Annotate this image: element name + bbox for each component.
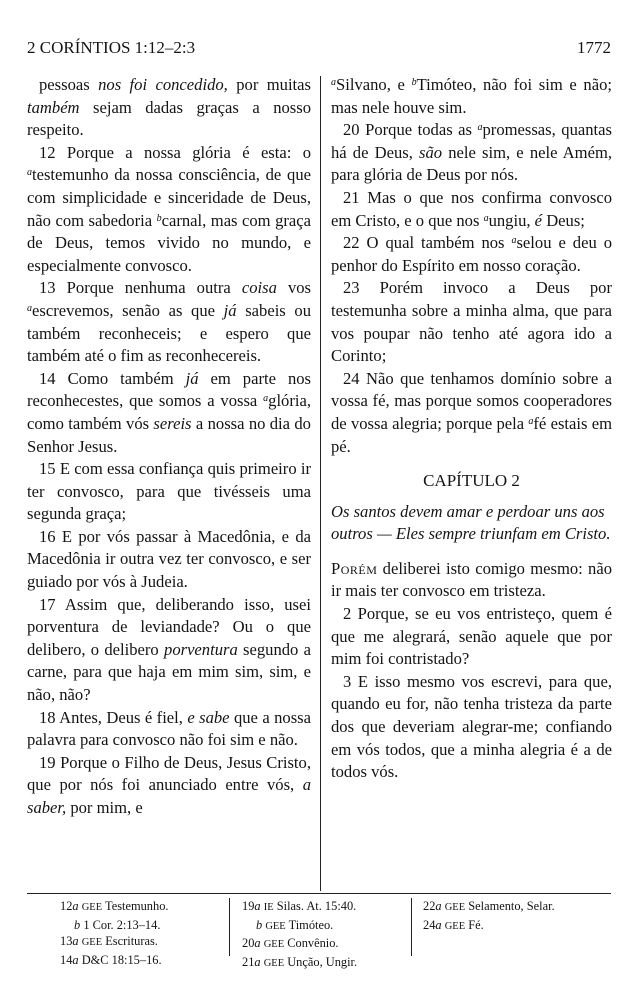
verse-paragraph: 24 Não que tenhamos domínio sobre a vossa fé, mas porque somos cooperadores de vossa alegria; porque pela $^a$fé estais em pé. <box>331 368 612 456</box>
footnote-marker: b <box>156 212 162 224</box>
footnote-marker: a <box>477 122 483 134</box>
footnote-column-divider <box>229 898 230 956</box>
footnote-marker: a <box>528 415 534 427</box>
footnote-ref: 19a <box>242 899 261 913</box>
italic-text: a saber, <box>27 775 311 817</box>
verse-paragraph: 22 O qual também nos $^a$selou e deu o penhor do Espírito em nosso coração. <box>331 233 612 275</box>
verse-paragraph: 16 E por vós passar à Macedônia, e da Macedônia ir outra vez ter convosco, e ser guiado por vós à Judeia. <box>27 526 311 592</box>
footnotes-column-3 <box>423 898 555 935</box>
italic-text: já <box>185 368 199 388</box>
verse-paragraph: 17 Assim que, deliberando isso, usei porventura de leviandade? Ou o que delibero, o delibero porventura segundo a carne, para que haja em mim sim, sim, e não, não? <box>27 594 311 705</box>
right-column <box>331 74 612 784</box>
footnote-text: D&C 18:15–16. <box>81 952 162 967</box>
chapter-verses <box>331 558 612 784</box>
footnote-entry <box>423 917 555 936</box>
small-caps-text: Porém <box>331 558 378 578</box>
verse-paragraph: $^a$Silvano, e $^b$Timóteo, não foi sim e não; mas nele houve sim. <box>331 75 612 117</box>
italic-text: já <box>223 300 237 320</box>
footnote-ref: b <box>256 917 263 932</box>
footnote-ref: 21a <box>242 954 261 969</box>
verse-paragraph: 2 Porque, se eu vos entristeço, quem é que me alegrará, senão aquele que por mim foi contristado? <box>331 604 612 669</box>
verse-paragraph: 14 Como também já em parte nos reconhecestes, que somos a vossa $^a$glória, como também vós sereis a nossa no dia do Senhor Jesus. <box>27 368 312 456</box>
footnote-source: IE <box>263 902 274 913</box>
footnote-marker: a <box>331 77 336 88</box>
footnote-source: GEE <box>444 902 466 913</box>
footnote-source: GEE <box>263 957 285 969</box>
footnote-source: GEE <box>265 920 286 932</box>
italic-text: nos foi concedido, <box>98 75 228 94</box>
footnote-ref: b <box>74 917 81 932</box>
footnote-ref: 14a <box>60 952 79 967</box>
footnote-marker: a <box>263 393 269 405</box>
chapter-heading: CAPÍTULO 2 <box>423 471 520 491</box>
footnote-source: GEE <box>263 939 285 951</box>
footnote-source: GEE <box>81 902 103 913</box>
footnote-text: 1 Cor. 2:13–14. <box>83 917 161 932</box>
left-column <box>27 74 311 820</box>
footnote-text: Selamento, Selar. <box>468 899 555 913</box>
footnote-marker: a <box>511 235 517 247</box>
footnote-ref: 13a <box>60 934 79 949</box>
footnote-entry <box>242 935 357 954</box>
footnote-ref: 20a <box>242 936 261 951</box>
page-number: 1772 <box>577 38 611 57</box>
italic-text: também <box>27 97 80 117</box>
footnote-text: Escrituras. <box>105 934 158 949</box>
footnote-text: Unção, Ungir. <box>287 954 358 969</box>
footnote-entry <box>60 898 168 917</box>
footnote-text: Testemunho. <box>105 899 169 913</box>
footnote-entry <box>60 933 168 952</box>
footnote-divider <box>27 893 611 894</box>
chapter-summary: Os santos devem amar e perdoar uns aos outros — Eles sempre triunfam em Cristo. <box>331 501 611 544</box>
verse-paragraph: 12 Porque a nossa glória é esta: o $^a$testemunho da nossa consciência, de que com simplicidade e sinceridade de Deus, não com sabedoria $^b$carnal, mas com graça de Deus, temos vivido no mundo, e especialmente convosco. <box>27 142 311 275</box>
footnote-text: Convênio. <box>287 936 339 951</box>
italic-text: coisa <box>241 278 277 298</box>
verse-paragraph: 13 Porque nenhuma outra coisa vos $^a$escrevemos, senão as que já sabeis ou também reconheceis; e espero que também até o fim as reconhecereis. <box>27 278 312 366</box>
italic-text: porventura <box>164 639 238 659</box>
verse-paragraph: 21 Mas o que nos confirma convosco em Cristo, e o que nos $^a$ungiu, é Deus; <box>331 187 612 230</box>
footnote-entry <box>423 898 555 917</box>
footnote-marker: b <box>411 77 417 88</box>
footnote-ref: 22a <box>423 899 442 913</box>
footnote-column-divider <box>411 898 412 956</box>
verse-paragraph: 18 Antes, Deus é fiel, e sabe que a nossa palavra para convosco não foi sim e não. <box>27 707 311 750</box>
footnote-text: Silas. At. 15:40. <box>276 899 357 913</box>
footnotes-column-2 <box>242 898 357 972</box>
book-reference: 2 CORÍNTIOS 1:12–2:3 <box>27 38 196 57</box>
column-divider <box>320 76 321 891</box>
footnote-entry <box>242 917 357 936</box>
verse-paragraph: Porém deliberei isto comigo mesmo: não ir mais ter convosco em tristeza. <box>331 558 612 601</box>
verse-paragraph: 23 Porém invoco a Deus por testemunha sobre a minha alma, que para vos poupar não tenho até agora ido a Corinto; <box>331 278 612 366</box>
footnote-entry <box>242 954 357 973</box>
footnote-marker: a <box>27 302 32 314</box>
running-header <box>27 38 611 64</box>
italic-text: são <box>419 142 443 162</box>
footnote-entry <box>242 898 357 917</box>
footnote-marker: a <box>27 167 32 179</box>
verse-paragraph: pessoas nos foi concedido, por muitas também sejam dadas graças a nosso respeito. <box>27 75 311 140</box>
right-column-verses <box>331 74 612 458</box>
footnote-source: GEE <box>81 937 103 949</box>
footnote-entry <box>60 952 168 969</box>
footnote-text: Fé. <box>468 917 484 932</box>
italic-text: é <box>534 210 543 230</box>
footnote-text: Timóteo. <box>288 917 334 932</box>
italic-text: e sabe <box>187 707 230 727</box>
footnote-ref: 12a <box>60 899 79 913</box>
verse-paragraph: 15 E com essa confiança quis primeiro ir ter convosco, para que tivésseis uma segunda graça; <box>27 459 311 524</box>
footnote-entry <box>60 917 168 934</box>
footnote-source: GEE <box>444 920 466 932</box>
verse-paragraph: 3 E isso mesmo vos escrevi, para que, quando eu for, não tenha tristeza da parte dos que deveriam alegrar-me; confiando em vós todos, que a minha alegria é a de todos vós. <box>331 671 612 782</box>
italic-text: sereis <box>153 413 192 433</box>
verse-paragraph: 19 Porque o Filho de Deus, Jesus Cristo, que por nós foi anunciado entre vós, a saber, por mim, e <box>27 752 311 817</box>
footnote-ref: 24a <box>423 917 442 932</box>
footnote-marker: a <box>483 212 489 224</box>
footnotes-column-1 <box>60 898 168 968</box>
verse-paragraph: 20 Porque todas as $^a$promessas, quantas há de Deus, são nele sim, e nele Amém, para glória de Deus por nós. <box>331 120 612 185</box>
